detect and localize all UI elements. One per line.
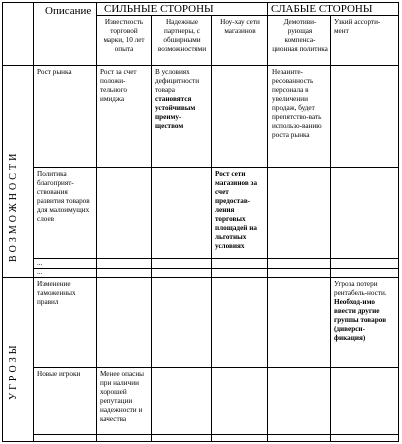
weakness-assortment-header: Узкий ассорти-мент (334, 18, 381, 35)
grid-line (33, 2, 34, 442)
opportunities-label: ВОЗМОЖНОСТИ (8, 150, 19, 262)
cell-text-bold: становятся устойчивым преиму-ществом (155, 95, 196, 130)
grid-line (33, 268, 399, 269)
weaknesses-header: СЛАБЫЕ СТОРОНЫ (271, 3, 373, 15)
weakness-compensation-header: Демотиви-рующая компенса-ционная политика (272, 18, 328, 53)
grid-line (96, 15, 399, 16)
cell-market-growth-compensation: Незаинте-ресованность персонала в увеличении продаж, будет препятство-вать использо-ванию роста рынка (272, 68, 322, 139)
grid-line (2, 65, 399, 66)
cell-policy-knowhow: Рост сети магазинов за счет предостав-ления торговых площадей на льготных условиях (215, 170, 258, 250)
cell-text: Угроза потери рентабель-ности. (334, 280, 387, 297)
row-label-customs: Изменение таможенных правил (37, 280, 76, 306)
grid-line (151, 15, 152, 442)
cell-text: В условиях дефицитности товара (155, 68, 200, 94)
strength-partners-header: Надежные партнеры, с обширными возможностями (157, 18, 207, 53)
grid-line (211, 15, 212, 442)
cell-customs-assortment (334, 280, 394, 343)
cell-market-growth-partners (155, 68, 209, 131)
strength-knowhow-header: Ноу-хау сети магазинов (220, 18, 260, 35)
ellipsis-row: ... (37, 259, 43, 267)
ellipsis-row: ... (37, 268, 43, 276)
grid-line (33, 367, 399, 368)
row-label-new-players: Новые игроки (37, 370, 81, 378)
grid-line (33, 258, 399, 259)
grid-line (33, 434, 399, 435)
grid-line (267, 2, 268, 442)
strengths-header: СИЛЬНЫЕ СТОРОНЫ (104, 3, 214, 15)
strength-brand-header: Известность торговой марки, 10 лет опыта (103, 18, 145, 53)
grid-line (330, 15, 331, 442)
row-label-market-growth: Рост рынка (37, 68, 72, 76)
cell-new-players-brand: Менее опасны при наличии хорошей репутации надежности и качества (100, 370, 145, 423)
description-header: Описание (45, 5, 92, 17)
cell-text-bold: Необход-имо ввести другие группы товаров (диверси-фикация) (334, 298, 387, 342)
cell-market-growth-brand: Рост за счет положи-тельного имиджа (100, 68, 137, 103)
threats-label: УГРОЗЫ (8, 342, 19, 400)
grid-line (33, 167, 399, 168)
grid-line (2, 277, 399, 278)
row-label-policy: Политика благоприят-ствования развития товаров для малоимущих слоев (37, 170, 90, 223)
grid-line (96, 2, 97, 442)
